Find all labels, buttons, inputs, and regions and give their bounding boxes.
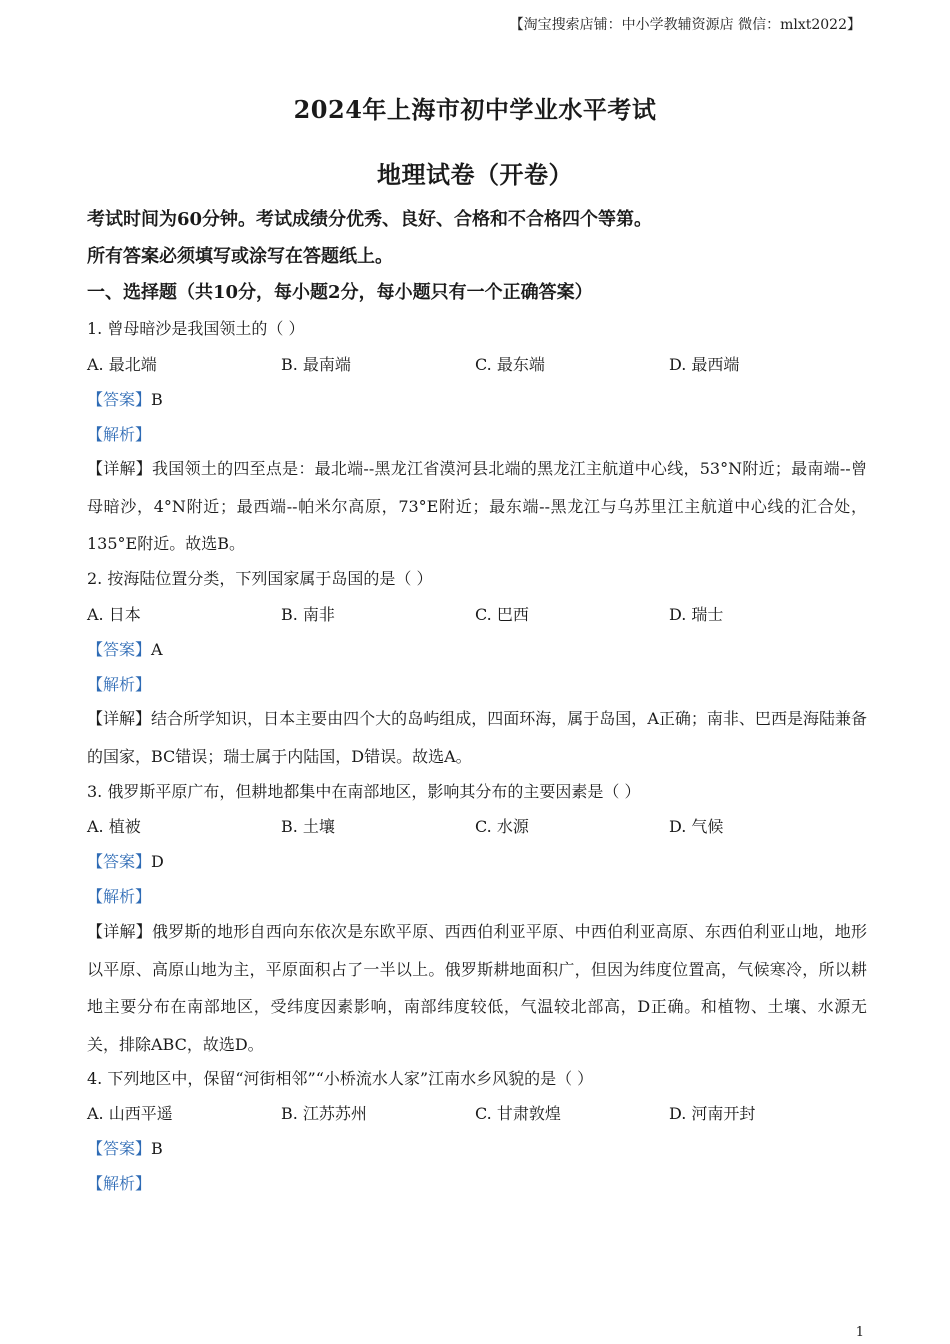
question-2-options — [87, 604, 867, 626]
question-1-answer — [87, 389, 867, 411]
page-number: 1 — [855, 1325, 864, 1340]
question-1-options — [87, 354, 867, 376]
question-2-detail — [87, 700, 867, 775]
question-1-analysis — [87, 424, 867, 446]
instruction-2: 所有答案必须填写或涂写在答题纸上。 — [87, 246, 393, 267]
question-3-answer — [87, 851, 867, 873]
detail-label: 【详解】 — [87, 922, 153, 941]
question-2-analysis — [87, 674, 867, 696]
question-2-stem: 2. 按海陆位置分类，下列国家属于岛国的是（ ） — [87, 569, 433, 588]
option-a: A. 植被 — [87, 817, 141, 836]
question-3-options — [87, 816, 867, 838]
header-note: 【淘宝搜索店铺：中小学教辅资源店 微信：mlxt2022】 — [509, 17, 861, 33]
answer-value: A — [151, 640, 163, 659]
question-3-analysis — [87, 886, 867, 908]
option-a: A. 日本 — [87, 605, 141, 624]
question-4-analysis — [87, 1173, 867, 1195]
answer-label: 【答案】 — [87, 852, 152, 871]
detail-label: 【详解】 — [87, 709, 152, 728]
option-a: A. 最北端 — [87, 355, 157, 374]
option-b: B. 最南端 — [281, 355, 351, 374]
option-b: B. 土壤 — [281, 817, 335, 836]
question-4-stem: 4. 下列地区中，保留“河街相邻”“小桥流水人家”江南水乡风貌的是（ ） — [87, 1069, 594, 1088]
option-c: C. 水源 — [475, 817, 529, 836]
analysis-label: 【解析】 — [87, 887, 152, 906]
option-d: D. 气候 — [669, 817, 724, 836]
analysis-label: 【解析】 — [87, 675, 152, 694]
question-1-detail — [87, 450, 867, 563]
option-b: B. 江苏苏州 — [281, 1104, 367, 1123]
option-a: A. 山西平遥 — [87, 1104, 173, 1123]
question-3-stem: 3. 俄罗斯平原广布，但耕地都集中在南部地区，影响其分布的主要因素是（ ） — [87, 782, 641, 801]
page-title: 2024年上海市初中学业水平考试 — [293, 95, 657, 124]
option-d: D. 瑞士 — [669, 605, 724, 624]
answer-label: 【答案】 — [87, 640, 152, 659]
detail-text: 俄罗斯的地形自西向东依次是东欧平原、西西伯利亚平原、中西伯利亚高原、东西伯利亚山地，地形以平原、高原山地为主，平原面积占了一半以上。俄罗斯耕地面积广，但因为纬度位置高，气候寒冷，所以耕地主要分布在南部地区，受纬度因素影响，南部纬度较低，气温较北部高，D正确。和植物、土壤、水源无关，排除ABC，故选D。 — [87, 922, 867, 1054]
option-b: B. 南非 — [281, 605, 335, 624]
question-2-answer — [87, 639, 867, 661]
analysis-label: 【解析】 — [87, 425, 152, 444]
analysis-label: 【解析】 — [87, 1174, 152, 1193]
option-c: C. 甘肃敦煌 — [475, 1104, 561, 1123]
answer-value: D — [151, 852, 164, 871]
option-d: D. 河南开封 — [669, 1104, 756, 1123]
option-d: D. 最西端 — [669, 355, 740, 374]
answer-label: 【答案】 — [87, 390, 152, 409]
detail-text: 我国领土的四至点是：最北端--黑龙江省漠河县北端的黑龙江主航道中心线，53°N附近；最南端--曾母暗沙，4°N附近；最西端--帕米尔高原，73°E附近；最东端--黑龙江与乌苏里江主航道中心线的汇合处，135°E附近。故选B。 — [87, 459, 867, 553]
answer-value: B — [151, 1139, 163, 1158]
detail-label: 【详解】 — [87, 459, 153, 478]
question-3-detail — [87, 913, 867, 1063]
page-subtitle: 地理试卷（开卷） — [377, 160, 573, 189]
answer-value: B — [151, 390, 163, 409]
question-4-options — [87, 1103, 867, 1125]
instruction-1: 考试时间为60分钟。考试成绩分优秀、良好、合格和不合格四个等第。 — [87, 209, 653, 230]
detail-text: 结合所学知识，日本主要由四个大的岛屿组成，四面环海，属于岛国，A正确；南非、巴西是海陆兼备的国家，BC错误；瑞士属于内陆国，D错误。故选A。 — [87, 709, 867, 766]
question-4-answer — [87, 1138, 867, 1160]
option-c: C. 巴西 — [475, 605, 529, 624]
answer-label: 【答案】 — [87, 1139, 152, 1158]
section-title: 一、选择题（共10分，每小题2分，每小题只有一个正确答案） — [87, 282, 593, 303]
question-1-stem: 1. 曾母暗沙是我国领土的（ ） — [87, 319, 305, 338]
option-c: C. 最东端 — [475, 355, 545, 374]
